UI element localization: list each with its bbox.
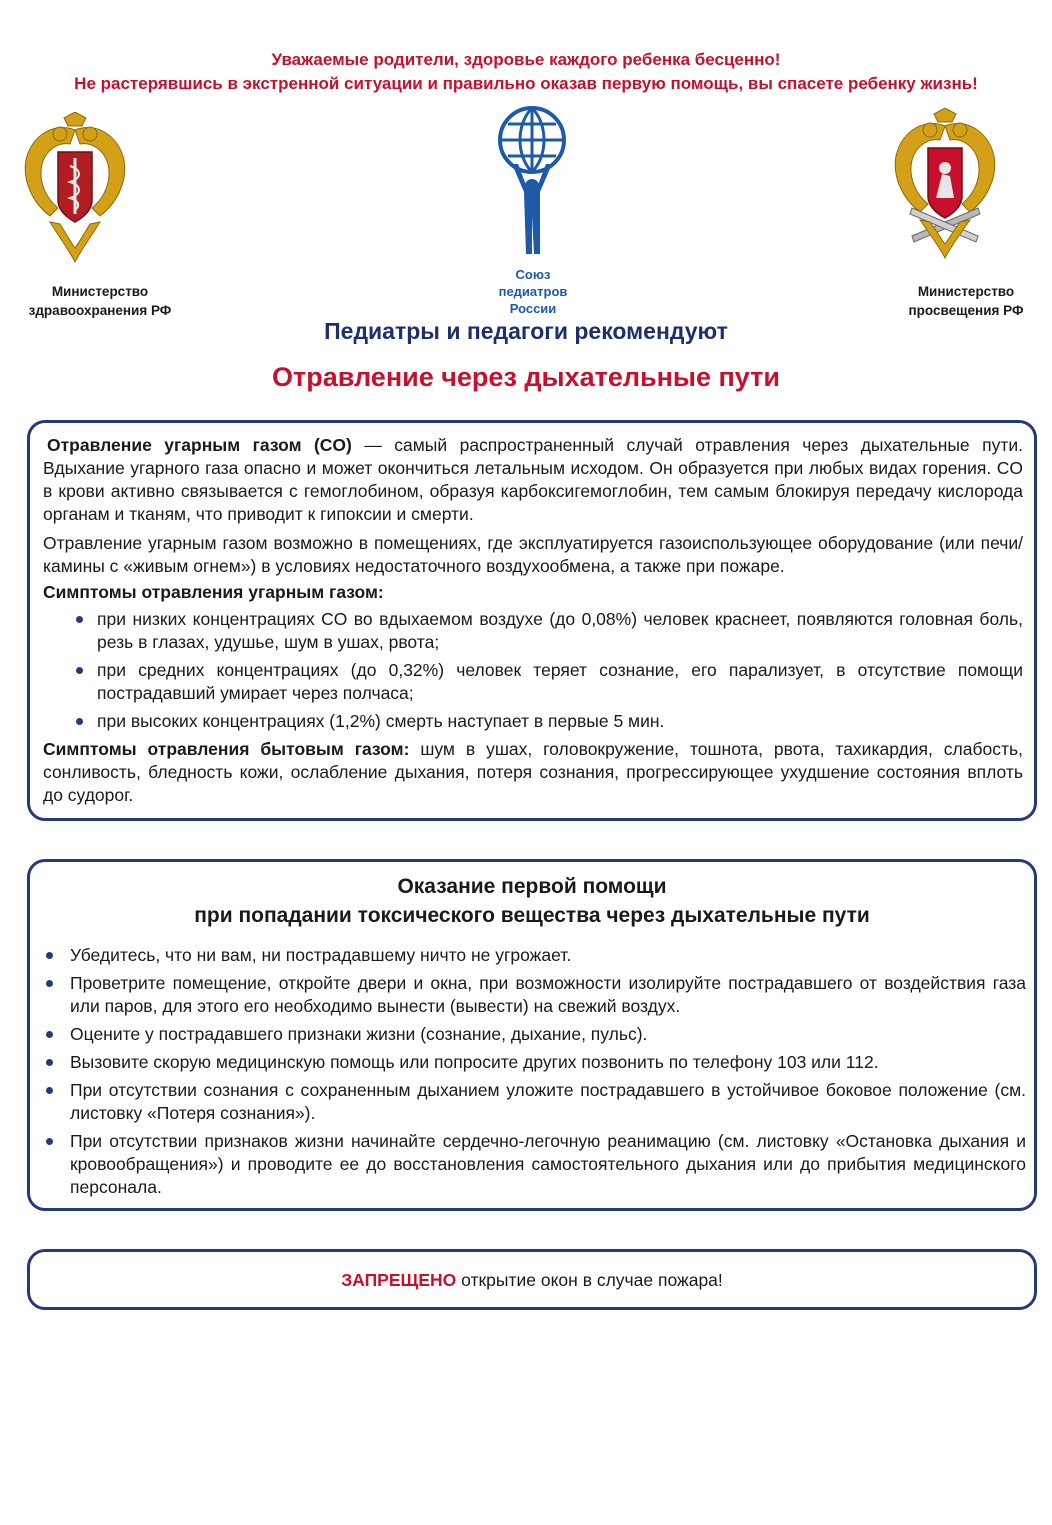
- org-label-pediatricians: Союз педиатров России: [498, 267, 568, 316]
- list-item: При отсутствии сознания с сохраненным дыханием уложите пострадавшего в устойчивое боковое положение (см. листовку «Потеря сознания»).: [30, 1079, 1026, 1125]
- list-item: Вызовите скорую медицинскую помощь или попросите других позвонить по телефону 103 или 112.: [30, 1051, 1026, 1074]
- list-item: при низких концентрациях CO во вдыхаемом воздухе (до 0,08%) человек краснеет, появляются головная боль, резь в глазах, удушье, шум в ушах, рвота;: [43, 608, 1023, 654]
- list-item: Проветрите помещение, откройте двери и окна, при возможности изолируйте пострадавшего от воздействия газа или паров, для этого его необходимо вынести (вывести) на свежий воздух.: [30, 972, 1026, 1018]
- warning-text: ЗАПРЕЩЕНО открытие окон в случае пожара!: [341, 1270, 723, 1290]
- globe-figure-icon: [494, 104, 570, 264]
- page-title: Отравление через дыхательные пути: [272, 362, 780, 392]
- first-aid-list: [30, 944, 1026, 1199]
- header-line-1: Уважаемые родители, здоровье каждого ребенка бесценно!: [271, 50, 781, 69]
- symptoms-list: [43, 608, 1023, 733]
- first-aid-title: Оказание первой помощи при попадании токсического вещества через дыхательные пути: [194, 875, 870, 927]
- org-label-education: Министерство просвещения РФ: [908, 284, 1024, 318]
- list-item: при средних концентрациях (до 0,32%) человек теряет сознание, его парализует, в отсутствие помощи пострадавший умирает через полчаса;: [43, 659, 1023, 705]
- page-subtitle: Педиатры и педагоги рекомендуют: [324, 318, 728, 344]
- symptoms-heading: Симптомы отравления угарным газом:: [43, 582, 384, 602]
- list-item: при высоких концентрациях (1,2%) смерть наступает в первые 5 мин.: [43, 710, 1023, 733]
- coat-of-arms-icon: [890, 108, 1000, 268]
- paragraph-co-places: Отравление угарным газом возможно в помещениях, где эксплуатируется газоиспользующее оборудование (или печи/камины с «живым огнем») в условиях недостаточного воздухообмена, а также при пожаре.: [43, 533, 1023, 576]
- info-box-co-poisoning: [27, 420, 1037, 821]
- paragraph-co-intro: Отравление угарным газом (CO) — самый распространенный случай отравления через дыхательные пути. Вдыхание угарного газа опасно и может окончиться летальным исходом. Он образуется при любых видах горения. CO в крови активно связывается с гемоглобином, образуя карбоксигемоглобин, тем самым блокируя передачу кислорода органам и тканям, что приводит к гипоксии и смерти.: [43, 435, 1023, 524]
- warning-box: [27, 1249, 1037, 1310]
- coat-of-arms-icon: [20, 112, 130, 272]
- list-item: При отсутствии признаков жизни начинайте сердечно-легочную реанимацию (см. листовку «Остановка дыхания и кровообращения») и проводите ее до восстановления самостоятельного дыхания или до прибытия медицинского персонала.: [30, 1130, 1026, 1199]
- org-label-health: Министерство здравоохранения РФ: [28, 284, 172, 318]
- header-line-2: Не растерявшись в экстренной ситуации и правильно оказав первую помощь, вы спасете ребенку жизнь!: [74, 74, 978, 93]
- paragraph-gas-symptoms: Симптомы отравления бытовым газом: шум в ушах, головокружение, тошнота, рвота, тахикардия, слабость, сонливость, бледность кожи, ослабление дыхания, потеря сознания, прогрессирующее ухудшение состояния вплоть до судорог.: [43, 739, 1023, 805]
- list-item: Убедитесь, что ни вам, ни пострадавшему ничто не угрожает.: [30, 944, 1026, 967]
- list-item: Оцените у пострадавшего признаки жизни (сознание, дыхание, пульс).: [30, 1023, 1026, 1046]
- info-box-first-aid: [27, 859, 1037, 1211]
